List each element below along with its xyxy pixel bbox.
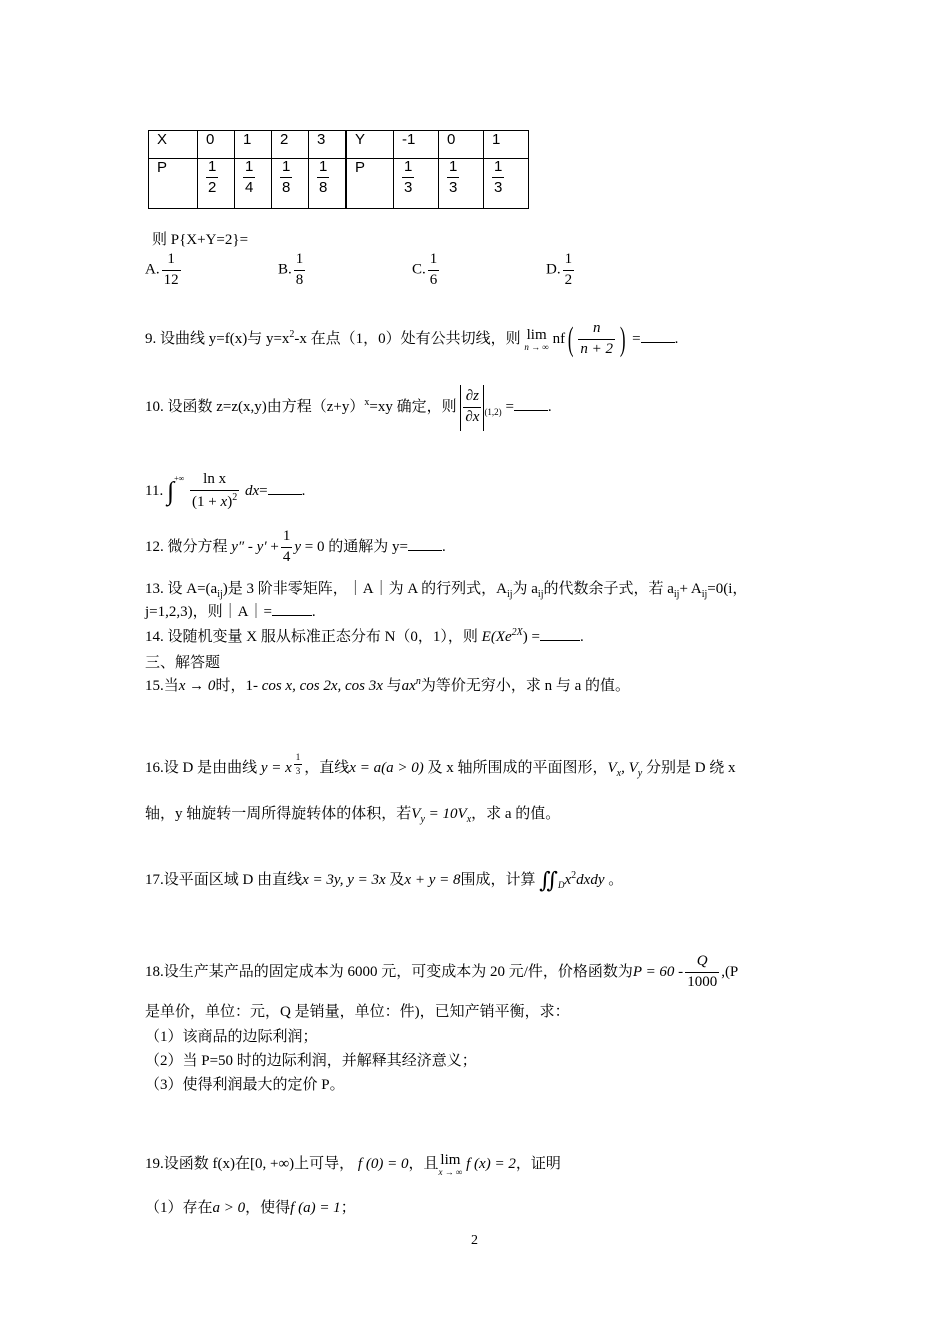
question-10: 10. 设函数 z=z(x,y)由方程$(z+y)^x=xy$ 确定，则 $\frac{\partial z}{\partial x}$ $_{(1,2)}$ = . — [145, 380, 552, 435]
question-18-item-1: （1）该商品的边际利润； — [145, 1029, 318, 1045]
question-13-line-1: 13. 设 $A=(a_{ij})$是 3 阶非零矩阵，｜A｜为 A 的行列式，$A_{ij}$为 $a_{ij}$的代数余子式，若 $a_{ij}+ A_{ij}=0(i$， — [145, 581, 748, 600]
question-18-item-3: （3）使得利润最大的定价 P。 — [145, 1077, 345, 1093]
table-x-head-1: 0 — [198, 131, 235, 159]
table-y-head-0: Y — [347, 131, 394, 159]
section-heading: 三、解答题 — [145, 655, 221, 671]
q9-blank — [641, 330, 675, 343]
table-x-head-0: X — [149, 131, 198, 159]
table-x-row-label: P — [149, 159, 198, 209]
table-y-head-2: 0 — [439, 131, 484, 159]
question-16-line-1: 16.设 D 是由曲线 y = x $\frac{1}{3}$ ，直线x = a(a > 0) 及 x 轴所围成的平面图形，$V_x$, $V_y$ 分别是 D 绕 x — [145, 752, 736, 779]
table-x-p2: $\frac{1}{8}$ — [272, 159, 309, 209]
q8-option-a: A. $\frac{1}{12}$ — [145, 251, 179, 288]
q14-blank — [540, 628, 580, 641]
table-x-head-2: 1 — [235, 131, 272, 159]
table-x-p0: $\frac{1}{2}$ — [198, 159, 235, 209]
table-y-p0: $\frac{1}{3}$ — [394, 159, 439, 209]
q8-option-d: D. $\frac{1}{2}$ — [546, 251, 573, 288]
table-x-head-4: 3 — [309, 131, 346, 159]
question-17: 17.设平面区域 D 由直线x = 3y, y = 3x 及x + y = 8围成，计算 $∬_Dx^2dxdy$ 。 — [145, 867, 624, 893]
q8-option-b: B. $\frac{1}{8}$ — [278, 251, 304, 288]
distribution-table-y — [346, 130, 529, 209]
table-x-p3: $\frac{1}{8}$ — [309, 159, 346, 209]
q8-stem: 则 P{X+Y=2}= — [152, 232, 249, 248]
q10-blank — [514, 398, 548, 411]
question-19-item-1: （1）存在a > 0，使得f (a) = 1； — [145, 1200, 356, 1216]
question-15: 15.当x → 0时，1- cos x, cos 2x, cos 3x 与$ax^n$为等价无穷小，求 n 与 a 的值。 — [145, 676, 631, 694]
table-y-head-1: -1 — [394, 131, 439, 159]
q8-option-c: C. $\frac{1}{6}$ — [412, 251, 438, 288]
question-9: 9. 设曲线 y=f(x)与 $y=x^2-x$ 在点（1，0）处有公共切线，则 lim n → ∞ nf( $\frac{n}{n + 2}$ ) = . — [145, 320, 679, 358]
question-18-line-1: 18.设生产某产品的固定成本为 6000 元，可变成本为 20 元/件，价格函数为P = 60 - $\frac{Q}{1000}$ ,(P — [145, 953, 739, 991]
table-y-p1: $\frac{1}{3}$ — [439, 159, 484, 209]
question-16-line-2: 轴，y 轴旋转一周所得旋转体的体积，若$V_y = 10V_x$，求 a 的值。 — [145, 806, 561, 825]
question-12: 12. 微分方程 y″ - y′ + $\frac{1}{4}$ y = 0 的通解为 y= . — [145, 528, 446, 566]
question-11: 11. ∫+∞ $\frac{\text{ln x}}{(1 + x)^2}$ dx= . — [145, 471, 306, 511]
question-18-line-2: 是单价，单位：元，Q 是销量，单位：件)，已知产销平衡，求： — [145, 1004, 570, 1020]
distribution-table-x — [148, 130, 346, 209]
q12-blank — [408, 538, 442, 551]
question-13-line-2: j=1,2,3)，则｜A｜= . — [145, 604, 316, 620]
table-x-head-3: 2 — [272, 131, 309, 159]
question-19: 19.设函数 f(x)在[0, +∞)上可导， f (0) = 0，且 lim x → ∞ f (x) = 2，证明 — [145, 1151, 561, 1177]
table-x-p1: $\frac{1}{4}$ — [235, 159, 272, 209]
table-y-p2: $\frac{1}{3}$ — [484, 159, 529, 209]
table-y-row-label: P — [347, 159, 394, 209]
table-y-head-3: 1 — [484, 131, 529, 159]
q11-blank — [268, 482, 302, 495]
page-number: 2 — [471, 1233, 478, 1248]
question-18-item-2: （2）当 P=50 时的边际利润，并解释其经济意义； — [145, 1053, 477, 1069]
q13-blank — [272, 603, 312, 616]
question-14: 14. 设随机变量 X 服从标准正态分布 N（0，1），则 $E(Xe^{2X})$ = . — [145, 627, 584, 645]
